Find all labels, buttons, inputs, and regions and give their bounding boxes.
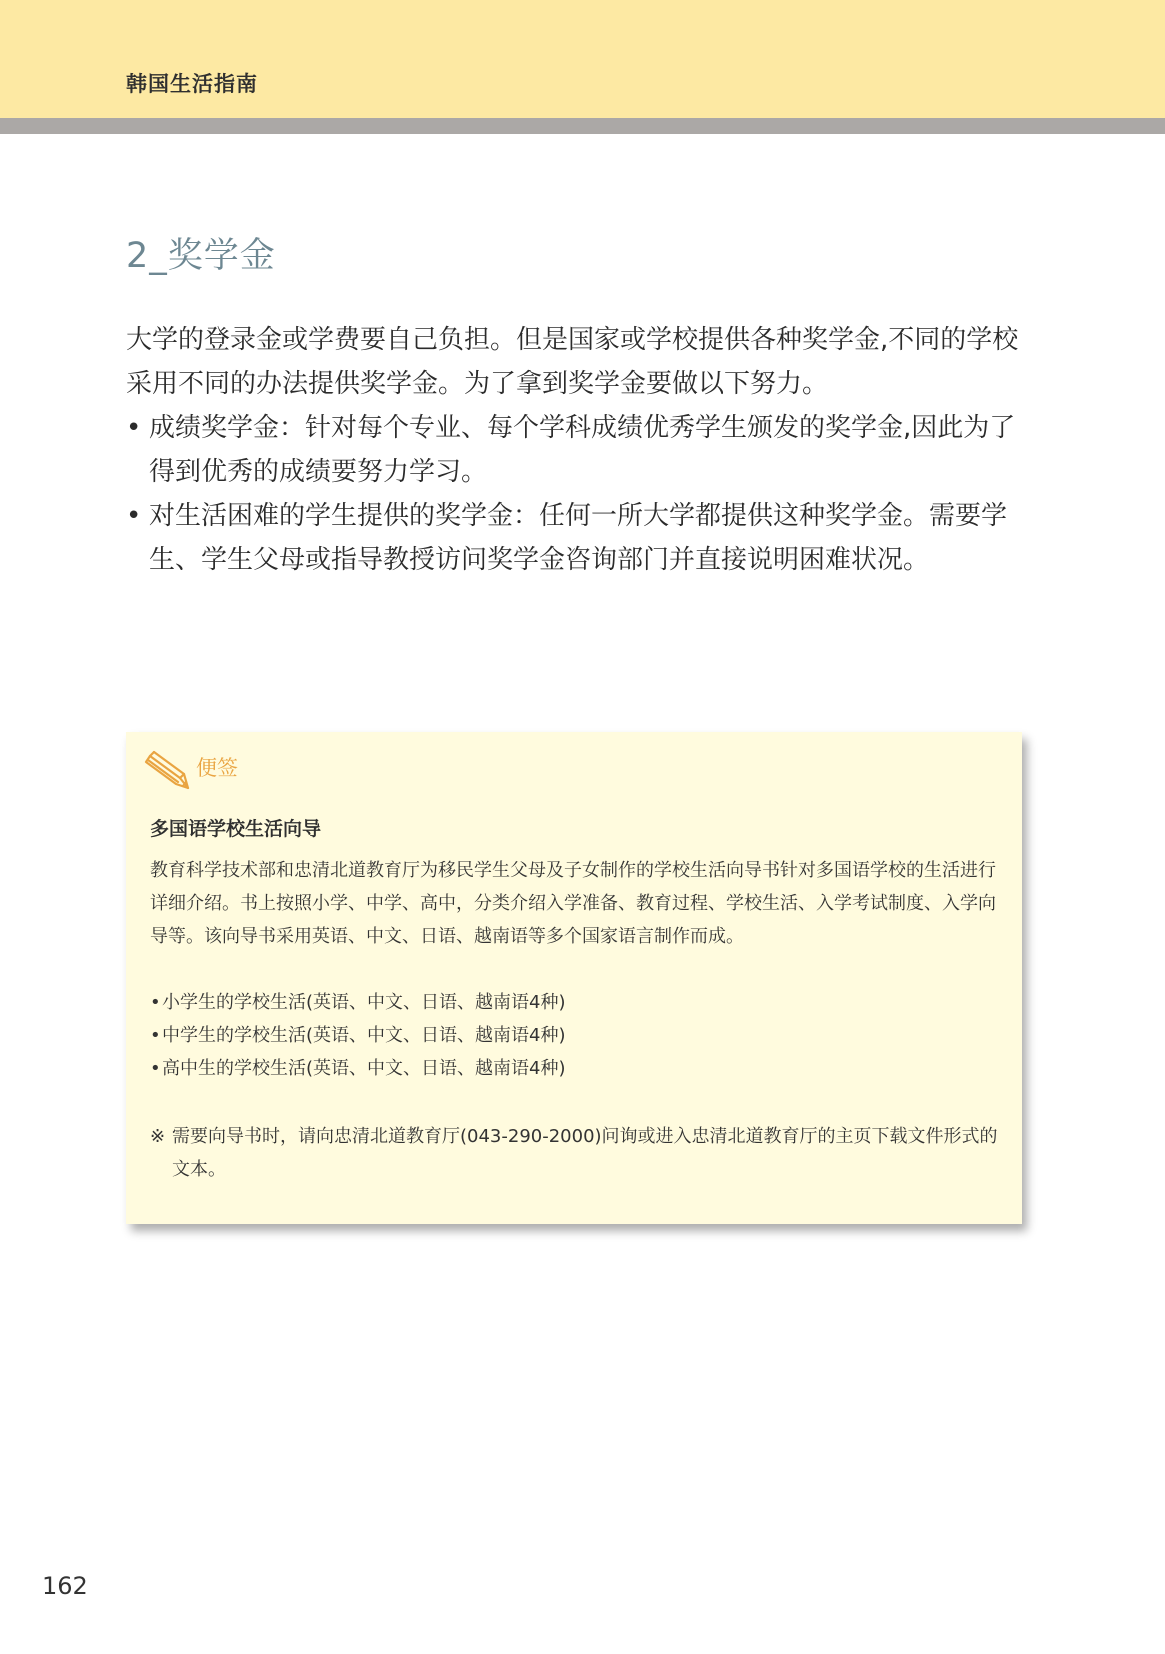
memo-note-text: 需要向导书时，请向忠清北道教育厅(043-290-2000)问询或进入忠清北道教育厅的主页下载文件形式的文本。 [172,1126,998,1180]
memo-note [150,1120,1012,1186]
pencil-icon [144,746,196,792]
list-item [150,986,1012,1019]
body-text [126,318,1026,582]
list-item [126,494,1026,582]
bullet-text: 对生活困难的学生提供的奖学金：任何一所大学都提供这种奖学金。需要学生、学生父母或指导教授访问奖学金咨询部门并直接说明困难状况。 [149,501,1008,575]
list-item [150,1019,1012,1052]
list-item [150,1052,1012,1085]
bullet-list [126,406,1026,582]
header-stripe [0,118,1165,134]
memo-description: 教育科学技术部和忠清北道教育厅为移民学生父母及子女制作的学校生活向导书针对多国语学校的生活进行详细介绍。书上按照小学、中学、高中，分类介绍入学准备、教育过程、学校生活、入学考试制度、入学向导等。该向导书采用英语、中文、日语、越南语等多个国家语言制作而成。 [150,860,996,947]
header-band [0,0,1165,118]
bullet-dot: • [126,413,142,443]
list-item [126,406,1026,494]
bullet-dot: • [150,1058,161,1079]
bullet-dot: • [150,1025,161,1046]
bullet-dot: • [126,501,142,531]
intro-paragraph: 大学的登录金或学费要自己负担。但是国家或学校提供各种奖学金,不同的学校采用不同的办法提供奖学金。为了拿到奖学金要做以下努力。 [126,325,1019,399]
memo-list [150,986,1012,1085]
list-item-text: 高中生的学校生活(英语、中文、日语、越南语4种) [162,1058,566,1079]
list-item-text: 中学生的学校生活(英语、中文、日语、越南语4种) [162,1025,566,1046]
section-heading: 2_奖学金 [126,236,276,276]
running-title: 韩国生活指南 [126,72,258,96]
list-item-text: 小学生的学校生活(英语、中文、日语、越南语4种) [162,992,566,1013]
memo-box [126,732,1022,1224]
page-number: 162 [42,1572,88,1600]
bullet-dot: • [150,992,161,1013]
memo-label: 便签 [196,756,238,780]
note-mark: ※ [150,1126,166,1147]
memo-subtitle: 多国语学校生活向导 [150,818,322,840]
bullet-text: 成绩奖学金：针对每个专业、每个学科成绩优秀学生颁发的奖学金,因此为了得到优秀的成绩要努力学习。 [149,413,1016,487]
